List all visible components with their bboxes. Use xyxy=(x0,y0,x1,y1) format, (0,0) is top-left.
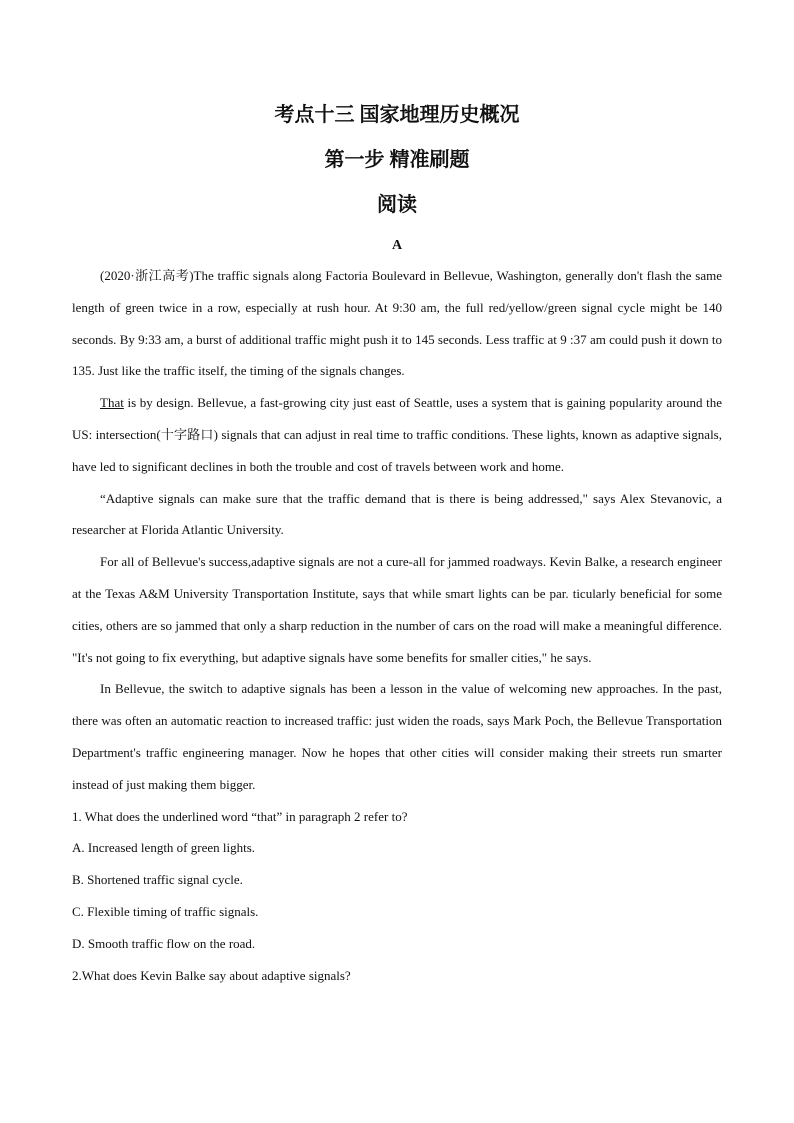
passage-paragraph-1: (2020·浙江高考)The traffic signals along Factoria Boulevard in Bellevue, Washington, generally don't flash the same length of green twice in a row, especially at rush hour. At 9:30 am, the full red/yellow/green signal cycle might be 140 seconds. By 9:33 am, a burst of additional traffic might push it to 145 seconds. Less traffic at 9 :37 am could push it down to 135. Just like the traffic itself, the timing of the signals changes. xyxy=(72,268,722,379)
question-1-option-a: A. Increased length of green lights. xyxy=(72,840,256,856)
question-2: 2.What does Kevin Balke say about adaptive signals? xyxy=(72,967,351,983)
page-subtitle: 第一步 精准刷题 xyxy=(324,149,470,171)
page-title: 考点十三 国家地理历史概况 xyxy=(274,104,520,126)
passage-paragraph-4: For all of Bellevue's success,adaptive signals are not a cure-all for jammed roadways. Kevin Balke, a research engineer at the Texas A&M University Transportation Institute, says that while smart lights can be par. ticularly beneficial for some cities, others are so jammed that only a sharp reduction in the number of cars on the road will make a meaningful difference. "It's not going to fix everything, but adaptive signals have some benefits for smaller cities," he says. xyxy=(72,554,722,665)
question-1-option-d: D. Smooth traffic flow on the road. xyxy=(72,935,256,951)
section-heading: 阅读 xyxy=(377,194,417,216)
question-1-option-c: C. Flexible timing of traffic signals. xyxy=(72,903,259,919)
question-1-option-b: B. Shortened traffic signal cycle. xyxy=(72,872,243,888)
passage-paragraph-5: In Bellevue, the switch to adaptive signals has been a lesson in the value of welcoming new approaches. In the past, there was often an automatic reaction to increased traffic: just widen the roads, says Mark Poch, the Bellevue Transportation Department's traffic engineering manager. Now he hopes that other cities will consider making their streets run smarter instead of just making them bigger. xyxy=(72,681,722,792)
underlined-word: That xyxy=(100,395,124,411)
question-1: 1. What does the underlined word “that” in paragraph 2 refer to? xyxy=(72,808,408,824)
passage-paragraph-2 xyxy=(72,387,722,482)
passage-paragraph-3: “Adaptive signals can make sure that the traffic demand that is there is being addressed," says Alex Stevanovic, a researcher at Florida Atlantic University. xyxy=(72,490,722,538)
document-page xyxy=(72,100,722,991)
paragraph-2-text: is by design. Bellevue, a fast-growing city just east of Seattle, uses a system that is gaining popularity around the US: intersection(十字路口) signals that can adjust in real time to traffic conditions. These lights, known as adaptive signals, have led to significant declines in both the trouble and cost of travels between work and home. xyxy=(72,395,722,474)
passage-letter: A xyxy=(391,238,403,253)
